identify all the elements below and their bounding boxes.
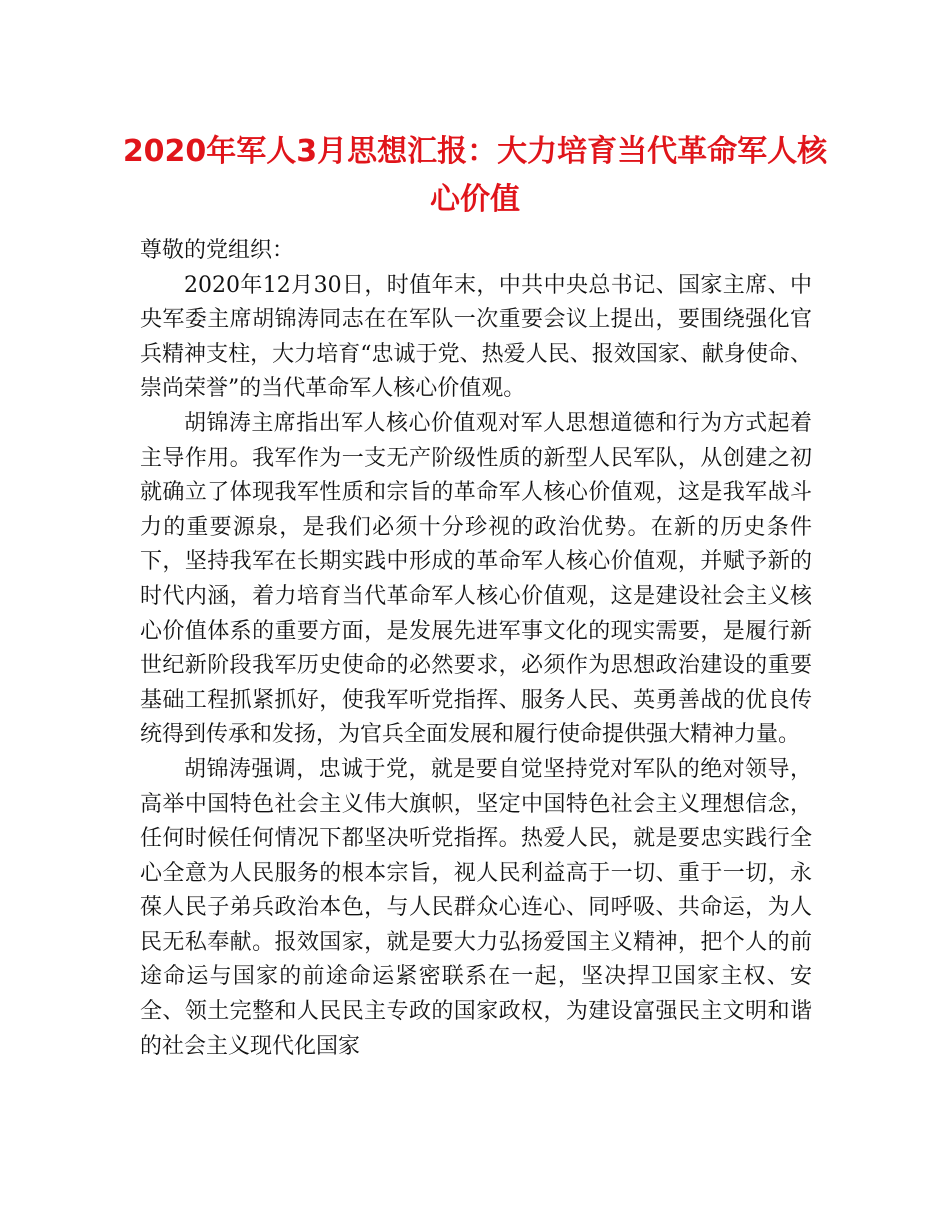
- salutation: 尊敬的党组织：: [140, 238, 295, 263]
- paragraph-2: 胡锦涛主席指出军人核心价值观对军人思想道德和行为方式起着主导作用。我军作为一支无产阶级性质的新型人民军队，从创建之初就确立了体现我军性质和宗旨的革命军人核心价值观，这是我军战斗力的重要源泉，是我们必须十分珍视的政治优势。在新的历史条件下，坚持我军在长期实践中形成的革命军人核心价值观，并赋予新的时代内涵，着力培育当代革命军人核心价值观，这是建设社会主义核心价值体系的重要方面，是发展先进军事文化的现实需要，是履行新世纪新阶段我军历史使命的必然要求，必须作为思想政治建设的重要基础工程抓紧抓好，使我军听党指挥、服务人民、英勇善战的优良传统得到传承和发扬，为官兵全面发展和履行使命提供强大精神力量。: [140, 410, 812, 748]
- paragraph-3: 胡锦涛强调，忠诚于党，就是要自觉坚持党对军队的绝对领导，高举中国特色社会主义伟大旗帜，坚定中国特色社会主义理想信念，任何时候任何情况下都坚决听党指挥。热爱人民，就是要忠实践行全心全意为人民服务的根本宗旨，视人民利益高于一切、重于一切，永葆人民子弟兵政治本色，与人民群众心连心、同呼吸、共命运，为人民无私奉献。报效国家，就是要大力弘扬爱国主义精神，把个人的前途命运与国家的前途命运紧密联系在一起，坚决捍卫国家主权、安全、领土完整和人民民主专政的国家政权，为建设富强民主文明和谐的社会主义现代化国家: [140, 756, 812, 1059]
- document-body: [140, 234, 812, 1064]
- paragraph-1: 2020年12月30日，时值年末，中共中央总书记、国家主席、中央军委主席胡锦涛同志在在军队一次重要会议上提出，要围绕强化官兵精神支柱，大力培育“忠诚于党、热爱人民、报效国家、献身使命、崇尚荣誉”的当代革命军人核心价值观。: [140, 272, 812, 402]
- document-title: 2020年军人3月思想汇报：大力培育当代革命军人核心价值: [122, 134, 828, 217]
